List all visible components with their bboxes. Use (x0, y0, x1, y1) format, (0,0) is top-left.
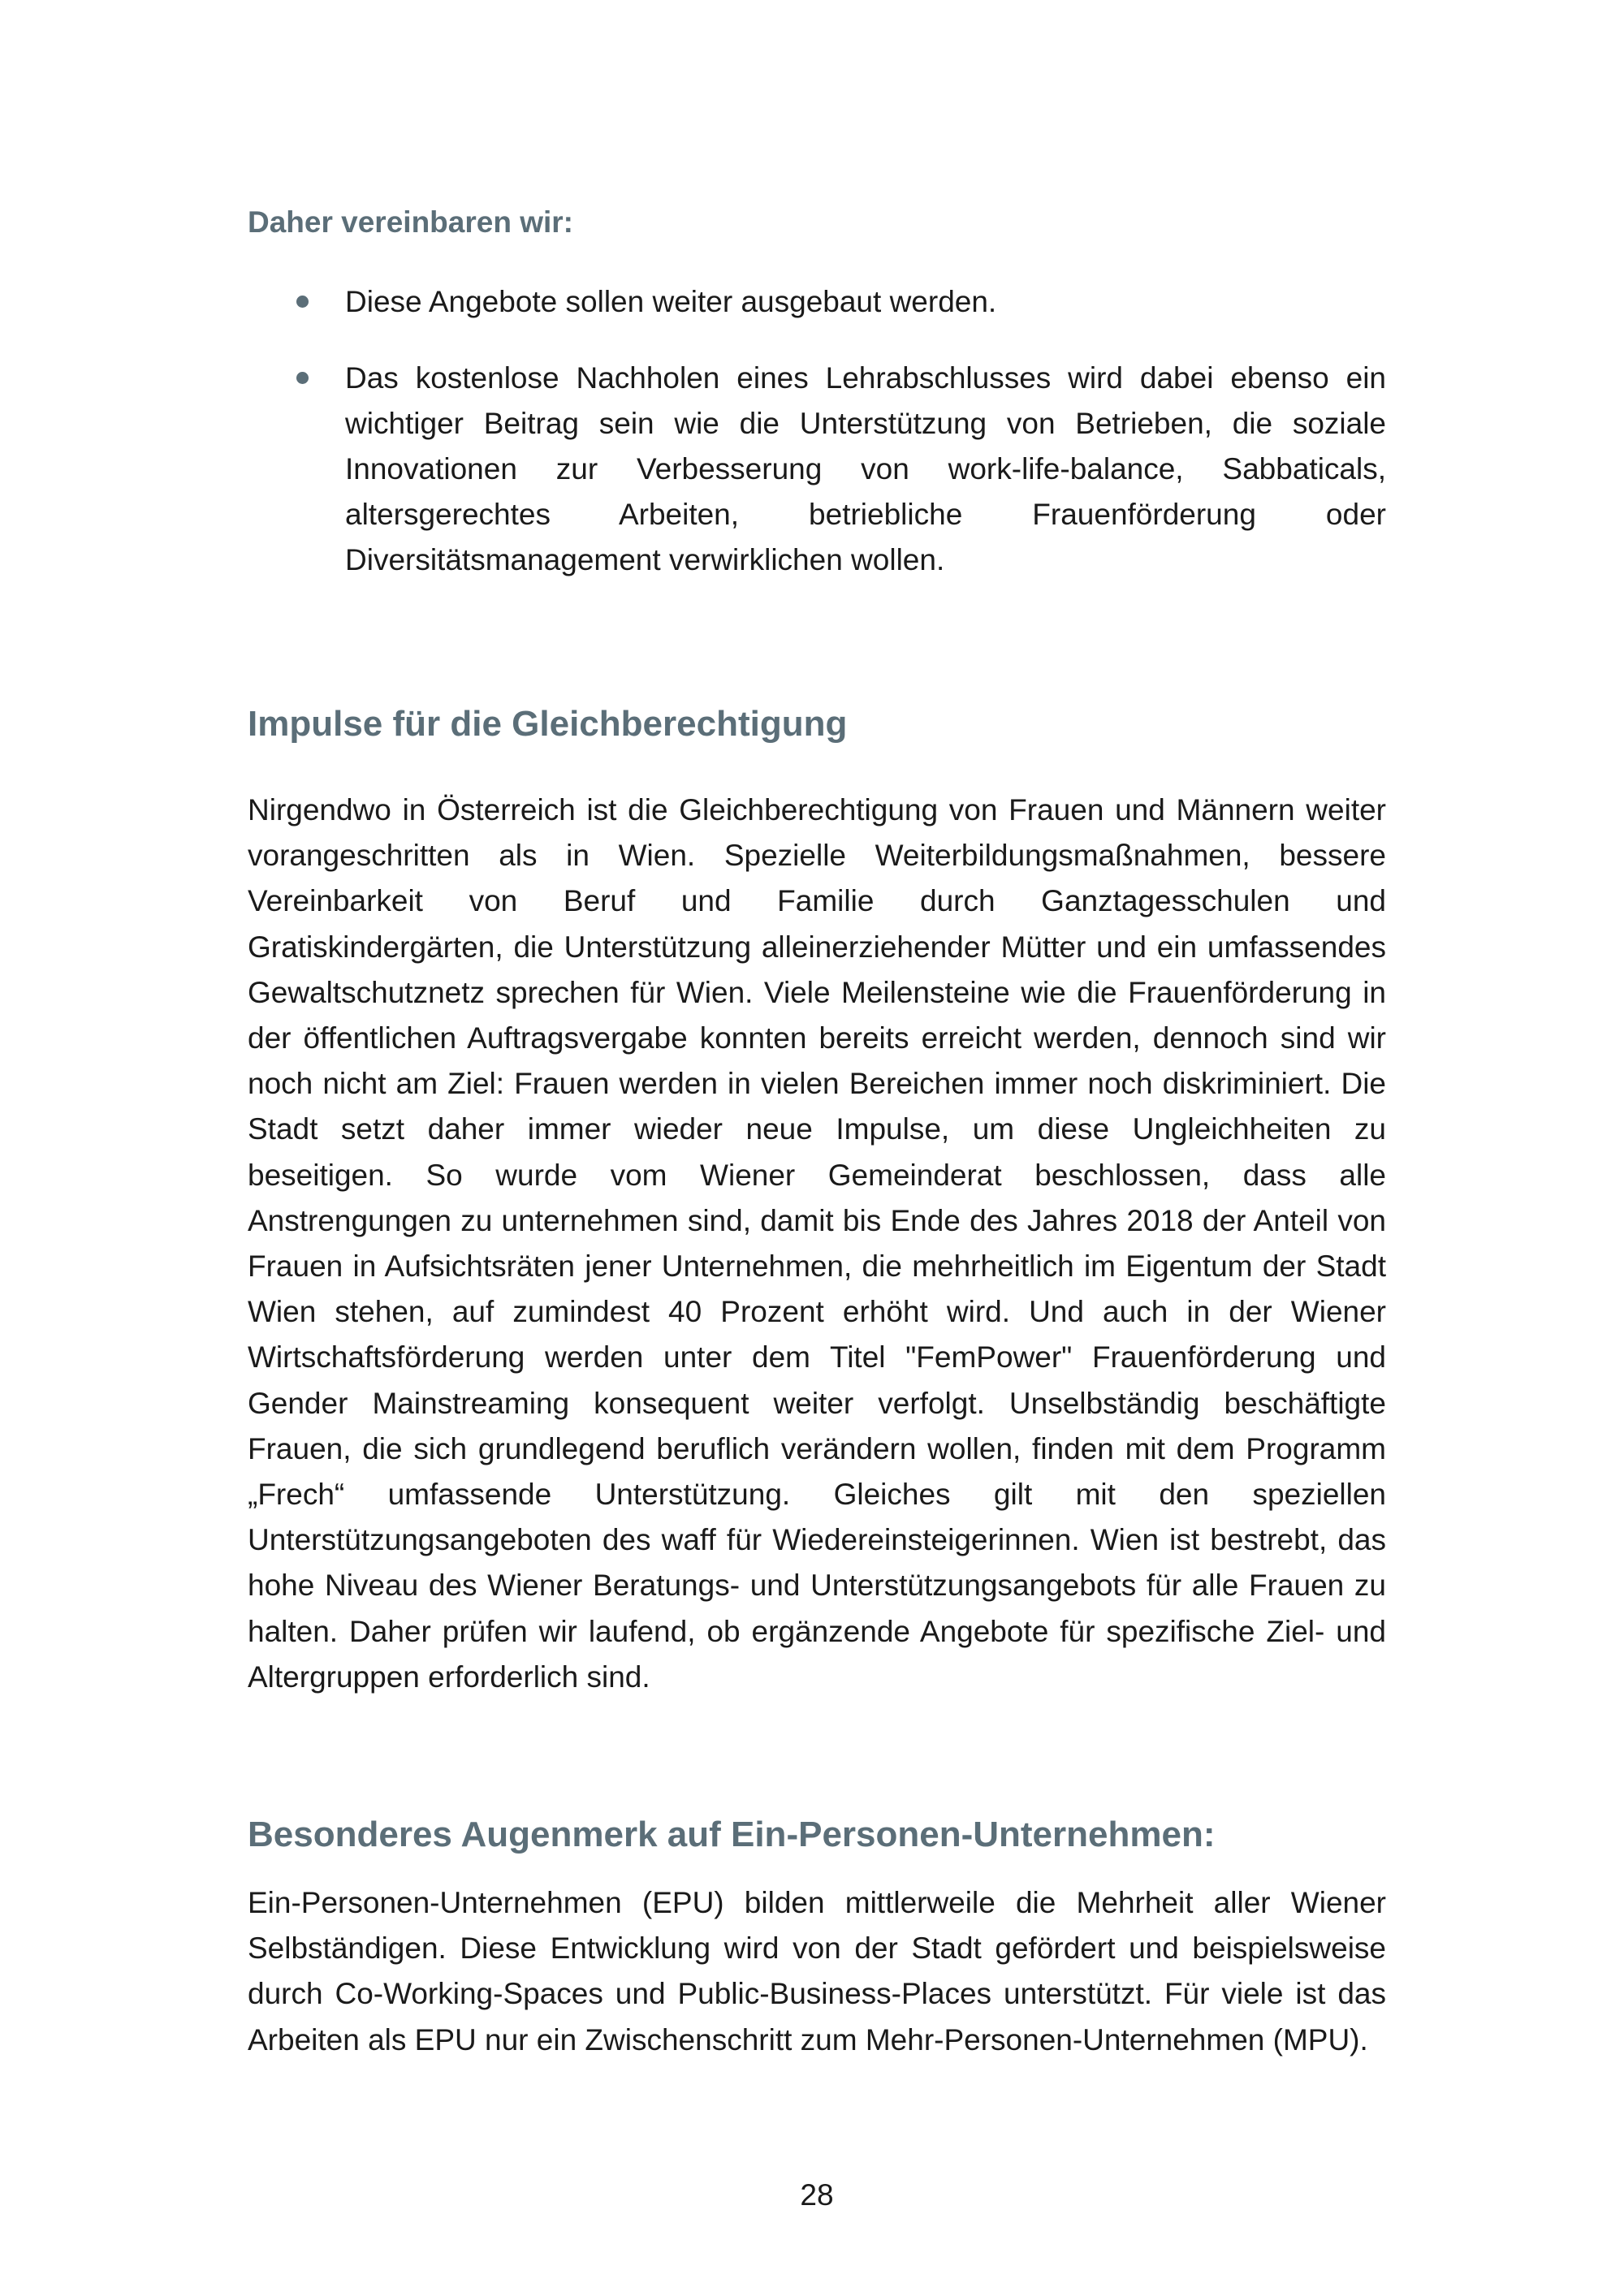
list-item-text: Das kostenlose Nachholen eines Lehrabschlusses wird dabei ebenso ein wichtiger Beitrag sein wie die Unterstützung von Betrieben, die soziale Innovationen zur Verbesserung von work-life-balance, Sabbaticals, altersgerechtes Arbeiten, betriebliche Frauenförderung oder Diversitätsmanagement verwirklichen wollen. (345, 361, 1386, 576)
section-heading-equality: Impulse für die Gleichberechtigung (248, 704, 848, 744)
bullet-icon (296, 296, 309, 308)
agreement-list (248, 279, 1386, 614)
bullet-icon (296, 372, 309, 384)
list-item (248, 356, 1386, 583)
section-heading-epu: Besonderes Augenmerk auf Ein-Personen-Unternehmen: (248, 1815, 1216, 1854)
document-page (248, 0, 1386, 2296)
list-item (248, 279, 1386, 325)
agreement-label: Daher vereinbaren wir: (248, 205, 573, 239)
list-item-text: Diese Angebote sollen weiter ausgebaut werden. (345, 285, 997, 318)
section-text-equality: Nirgendwo in Österreich ist die Gleichberechtigung von Frauen und Männern weiter vorangeschritten als in Wien. Spezielle Weiterbildungsmaßnahmen, bessere Vereinbarkeit von Beruf und Familie durch Ganztagesschulen und Gratiskindergärten, die Unterstützung alleinerziehender Mütter und ein umfassendes Gewaltschutznetz sprechen für Wien. Viele Meilensteine wie die Frauenförderung in der öffentlichen Auftragsvergabe konnten bereits erreicht werden, dennoch sind wir noch nicht am Ziel: Frauen werden in vielen Bereichen immer noch diskriminiert. Die Stadt setzt daher immer wieder neue Impulse, um diese Ungleichheiten zu beseitigen. So wurde vom Wiener Gemeinderat beschlossen, dass alle Anstrengungen zu unternehmen sind, damit bis Ende des Jahres 2018 der Anteil von Frauen in Aufsichtsräten jener Unternehmen, die mehrheitlich im Eigentum der Stadt Wien stehen, auf zumindest 40 Prozent erhöht wird. Und auch in der Wiener Wirtschaftsförderung werden unter dem Titel "FemPower" Frauenförderung und Gender Mainstreaming konsequent weiter verfolgt. Unselbständig beschäftigte Frauen, die sich grundlegend beruflich verändern wollen, finden mit dem Programm „Frech“ umfassende Unterstützung. Gleiches gilt mit den speziellen Unterstützungsangeboten des waff für Wiedereinsteigerinnen. Wien ist bestrebt, das hohe Niveau des Wiener Beratungs- und Unterstützungsangebots für alle Frauen zu halten. Daher prüfen wir laufend, ob ergänzende Angebote für spezifische Ziel- und Altergruppen erforderlich sind. (248, 793, 1386, 1694)
section-text-epu: Ein-Personen-Unternehmen (EPU) bilden mittlerweile die Mehrheit aller Wiener Selbständigen. Diese Entwicklung wird von der Stadt gefördert und beispielsweise durch Co-Working-Spaces und Public-Business-Places unterstützt. Für viele ist das Arbeiten als EPU nur ein Zwischenschritt zum Mehr-Personen-Unternehmen (MPU). (248, 1886, 1386, 2056)
page-number: 28 (800, 2178, 834, 2212)
